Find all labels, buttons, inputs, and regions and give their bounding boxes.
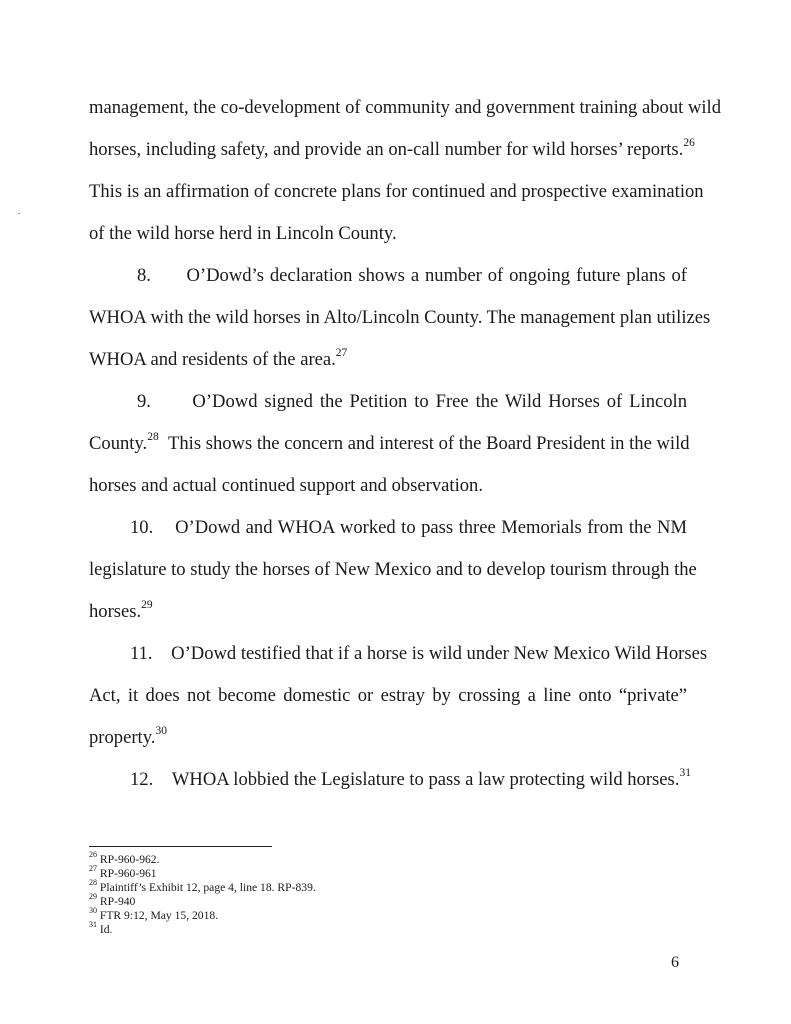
body-line-16: property.$^{30}$ [89, 724, 167, 748]
footnote-ref-30: 30 [155, 724, 167, 737]
footnote-ref-29: 29 [141, 598, 153, 611]
paragraph-10-first-line: 10. O’Dowd and WHOA worked to pass three Memorials from the NM [130, 517, 687, 538]
paragraph-8-first-line: 8. O’Dowd’s declaration shows a number of ongoing future plans of [137, 265, 687, 286]
footnote-26: $^{26}$ RP-960-962. [89, 850, 160, 866]
paragraph-12-line: 12. WHOA lobbied the Legislature to pass a law protecting wild horses.$^{31}$ [130, 766, 691, 790]
footnote-separator [89, 846, 272, 847]
body-line-15: Act, it does not become domestic or estray by crossing a line onto “private” [89, 685, 687, 706]
footnote-28: $^{28}$ Plaintiff’s Exhibit 12, page 4, line 18. RP-839. [89, 878, 316, 894]
footnote-30: $^{30}$ FTR 9:12, May 15, 2018. [89, 906, 219, 922]
body-line-10: horses and actual continued support and observation. [89, 475, 483, 496]
body-line-12: legislature to study the horses of New Mexico and to develop tourism through the [89, 559, 697, 580]
body-line-4: of the wild horse herd in Lincoln County. [89, 223, 397, 244]
footnote-ref-28: 28 [147, 430, 159, 443]
body-line-9: County.$^{28}$ This shows the concern and interest of the Board President in the wild [89, 430, 690, 454]
footnote-29: $^{29}$ RP-940 [89, 892, 136, 908]
body-line-6: WHOA with the wild horses in Alto/Lincoln County. The management plan utilizes [89, 307, 711, 328]
footnote-ref-27: 27 [335, 346, 348, 359]
page-number: 6 [671, 954, 679, 971]
footnote-31: $^{31}$ Id. [89, 920, 113, 936]
footnote-27: $^{27}$ RP-960-961 [89, 864, 157, 880]
footnote-ref-26: 26 [683, 136, 695, 149]
body-line-13: horses.$^{29}$ [89, 598, 153, 622]
body-line-2: horses, including safety, and provide an on-call number for wild horses’ reports.$^{26}$ [89, 136, 695, 160]
body-line-3: This is an affirmation of concrete plans for continued and prospective examination [89, 181, 704, 202]
body-line-1: management, the co-development of community and government training about wild [89, 97, 722, 118]
footnote-ref-31: 31 [679, 766, 691, 779]
body-line-7: WHOA and residents of the area.$^{27}$ [89, 346, 348, 370]
paragraph-11-first-line: 11. O’Dowd testified that if a horse is wild under New Mexico Wild Horses [130, 643, 708, 664]
paragraph-9-first-line: 9. O’Dowd signed the Petition to Free the Wild Horses of Lincoln [137, 391, 687, 412]
scan-speck [18, 213, 20, 214]
